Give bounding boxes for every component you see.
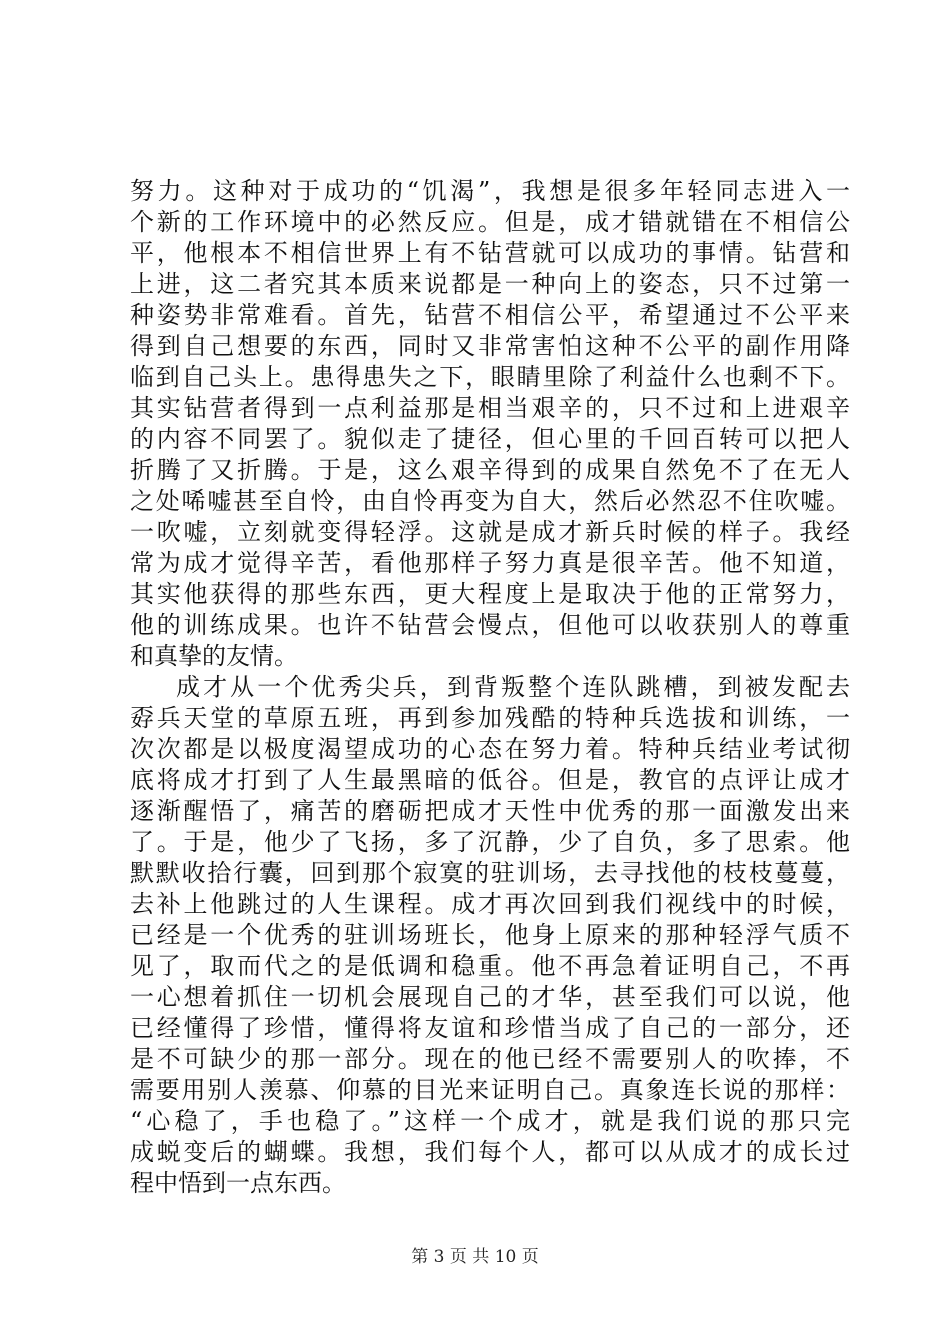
text-line: 次次都是以极度渴望成功的心态在努力着。特种兵结业考试彻 [130,735,850,763]
text-line: 常为成才觉得辛苦，看他那样子努力真是很辛苦。他不知道， [130,549,850,577]
text-line: 种姿势非常难看。首先，钻营不相信公平，希望通过不公平来 [130,301,850,329]
text-line: 努力。这种对于成功的“饥渴”，我想是很多年轻同志进入一 [130,177,850,205]
page-number-footer: 第 3 页 共 10 页 [411,1247,539,1267]
text-line: 成蜕变后的蝴蝶。我想，我们每个人，都可以从成才的成长过 [130,1138,850,1166]
text-line: 折腾了又折腾。于是，这么艰辛得到的成果自然免不了在无人 [130,456,850,484]
text-line: 上进，这二者究其本质来说都是一种向上的姿态，只不过第一 [130,270,850,298]
text-line: 需要用别人羡慕、仰慕的目光来证明自己。真象连长说的那样： [130,1076,850,1104]
text-line: 和真挚的友情。 [130,642,298,670]
text-line: 了。于是，他少了飞扬，多了沉静，少了自负，多了思索。他 [130,828,850,856]
text-line: 孬兵天堂的草原五班，再到参加残酷的特种兵选拔和训练，一 [130,704,850,732]
text-line: 底将成才打到了人生最黑暗的低谷。但是，教官的点评让成才 [130,766,850,794]
body-text [130,176,850,1199]
text-line: 之处唏嘘甚至自怜，由自怜再变为自大，然后必然忍不住吹嘘。 [130,487,850,515]
text-line: 其实钻营者得到一点利益那是相当艰辛的，只不过和上进艰辛 [130,394,850,422]
text-line: 去补上他跳过的人生课程。成才再次回到我们视线中的时候， [130,890,850,918]
text-line: 一吹嘘，立刻就变得轻浮。这就是成才新兵时候的样子。我经 [130,518,850,546]
paragraph-first-line: 成才从一个优秀尖兵，到背叛整个连队跳槽，到被发配去 [176,673,850,701]
text-line: 其实他获得的那些东西，更大程度上是取决于他的正常努力， [130,580,850,608]
text-line: 平，他根本不相信世界上有不钻营就可以成功的事情。钻营和 [130,239,850,267]
text-line: 已经是一个优秀的驻训场班长，他身上原来的那种轻浮气质不 [130,921,850,949]
text-line: 得到自己想要的东西，同时又非常害怕这种不公平的副作用降 [130,332,850,360]
text-line: 他的训练成果。也许不钻营会慢点，但他可以收获别人的尊重 [130,611,850,639]
text-line: 程中悟到一点东西。 [130,1169,346,1197]
text-line: 个新的工作环境中的必然反应。但是，成才错就错在不相信公 [130,208,850,236]
text-line: 默默收拾行囊，回到那个寂寞的驻训场，去寻找他的枝枝蔓蔓， [130,859,850,887]
text-line: 的内容不同罢了。貌似走了捷径，但心里的千回百转可以把人 [130,425,850,453]
text-line: 临到自己头上。患得患失之下，眼睛里除了利益什么也剩不下。 [130,363,850,391]
text-line: 是不可缺少的那一部分。现在的他已经不需要别人的吹捧，不 [130,1045,850,1073]
text-line: “心稳了，手也稳了。”这样一个成才，就是我们说的那只完 [130,1107,850,1135]
text-line: 一心想着抓住一切机会展现自己的才华，甚至我们可以说，他 [130,983,850,1011]
text-line: 逐渐醒悟了，痛苦的磨砺把成才天性中优秀的那一面激发出来 [130,797,850,825]
text-line: 已经懂得了珍惜，懂得将友谊和珍惜当成了自己的一部分，还 [130,1014,850,1042]
text-line: 见了，取而代之的是低调和稳重。他不再急着证明自己，不再 [130,952,850,980]
